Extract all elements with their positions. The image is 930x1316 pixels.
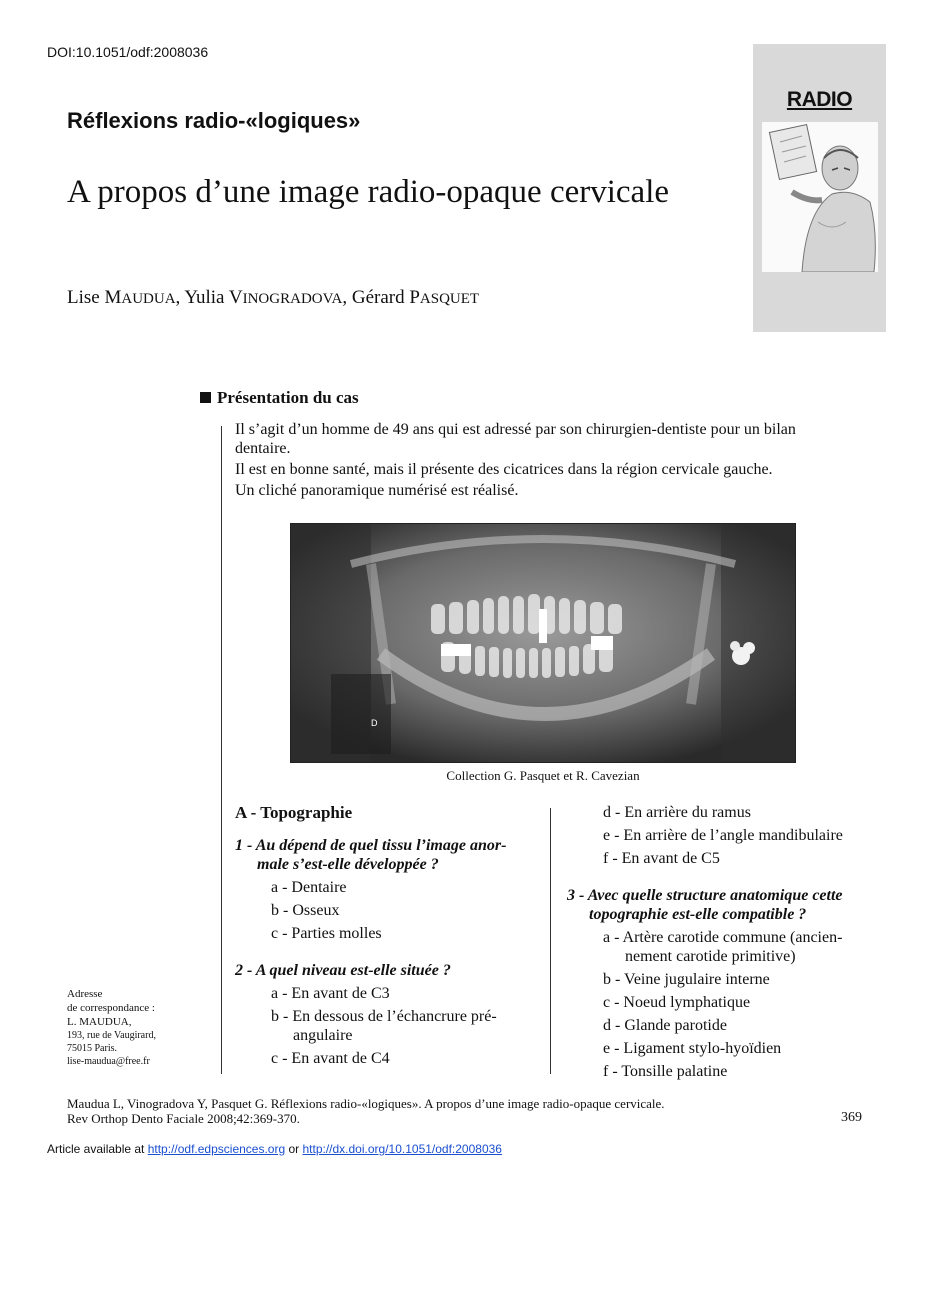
correspondence-label: Adresse <box>67 988 103 1000</box>
journal-link[interactable]: http://odf.edpsciences.org <box>147 1142 286 1156</box>
citation-line: Maudua L, Vinogradova Y, Pasquet G. Réflexions radio-«logiques». A propos d’une image radio-opaque cervicale. <box>67 1096 665 1111</box>
answer-option: a - En avant de C3 <box>271 985 390 1002</box>
question-number: 2 - <box>235 962 253 979</box>
author-last-rest: AUDUA <box>121 291 176 307</box>
case-presentation-text <box>235 420 840 502</box>
subsection-heading: A - Topographie <box>235 803 353 822</box>
rubric-heading: Réflexions radio-«logiques» <box>67 108 361 133</box>
paragraph: Il s’agit d’un homme de 49 ans qui est adressé par son chirurgien-dentiste pour un bilan dentaire. <box>235 421 796 457</box>
answer-option: b - Veine jugulaire interne <box>603 971 770 988</box>
answer-option: d - En arrière du ramus <box>603 804 751 821</box>
answer-option: e - En arrière de l’angle mandibulaire <box>603 827 843 844</box>
question-1 <box>235 836 533 874</box>
question-number: 1 - <box>235 837 253 854</box>
figure-caption: Collection G. Pasquet et R. Cavezian <box>446 768 640 783</box>
doi-text: DOI:10.1051/odf:2008036 <box>47 44 209 60</box>
square-bullet-icon <box>200 392 211 403</box>
radio-section-label: RADIO <box>786 88 853 111</box>
radiologist-illustration <box>762 122 878 272</box>
answer-option <box>235 1007 533 1045</box>
answer-option-text: nement carotide primitive) <box>625 948 796 965</box>
availability-note <box>47 1142 502 1156</box>
paragraph: Un cliché panoramique numérisé est réalisé. <box>235 482 519 499</box>
correspondence-email: lise-maudua@free.fr <box>67 1056 150 1067</box>
answer-option: f - Tonsille palatine <box>603 1063 728 1080</box>
author-last-initial: V <box>228 287 243 308</box>
question-text: Avec quelle structure anatomique cette <box>587 887 843 904</box>
question-number: 3 - <box>567 887 585 904</box>
author-first-name: Gérard <box>351 287 405 308</box>
question-2 <box>235 961 533 980</box>
column-rule <box>550 808 551 1074</box>
answer-option: a - Dentaire <box>271 879 347 896</box>
section-heading <box>200 388 359 408</box>
author-first-name: Yulia <box>184 287 225 308</box>
answer-option: c - En avant de C4 <box>271 1050 390 1067</box>
answer-option: d - Glande parotide <box>603 1017 727 1034</box>
answer-option <box>567 928 863 966</box>
article-title: A propos d’une image radio-opaque cervicale <box>67 174 670 210</box>
question-text: male s’est-elle développée ? <box>257 856 439 873</box>
doi-link[interactable]: http://dx.doi.org/10.1051/odf:2008036 <box>302 1142 502 1156</box>
availability-middle: or <box>285 1142 303 1156</box>
question-text: A quel niveau est-elle située ? <box>255 962 451 979</box>
panoramic-radiograph <box>290 523 796 763</box>
correspondence-name: L. MAUDUA, <box>67 1016 132 1028</box>
radiograph-side-marker: D <box>371 718 378 728</box>
availability-prefix: Article available at <box>47 1142 148 1156</box>
answer-option: b - Osseux <box>271 902 340 919</box>
author-list: Lise MAUDUA, Yulia VINOGRADOVA, Gérard PASQUET <box>67 287 480 308</box>
radio-section-sidebar <box>753 44 886 332</box>
correspondence-label: de correspondance : <box>67 1002 155 1014</box>
section-heading-text: Présentation du cas <box>217 388 359 407</box>
questions-column-right <box>567 803 863 1085</box>
question-text: Au dépend de quel tissu l’image anor- <box>255 837 507 854</box>
question-text: topographie est-elle compatible ? <box>589 906 807 923</box>
paragraph: Il est en bonne santé, mais il présente des cicatrices dans la région cervicale gauche. <box>235 461 773 478</box>
answer-option: c - Noeud lymphatique <box>603 994 751 1011</box>
correspondence-street: 193, rue de Vaugirard, <box>67 1030 156 1041</box>
citation <box>67 1096 665 1126</box>
author-last-rest: ASQUET <box>419 291 480 307</box>
questions-column-left <box>235 803 533 1072</box>
author-last-initial: M <box>104 287 122 308</box>
correspondence-city: 75015 Paris. <box>67 1043 117 1054</box>
margin-rule <box>221 426 222 1074</box>
author-last-initial: P <box>409 287 420 308</box>
author-first-name: Lise <box>67 287 100 308</box>
page-number: 369 <box>841 1110 862 1125</box>
correspondence-address <box>67 987 156 1068</box>
author-last-rest: INOGRADOVA <box>242 291 343 307</box>
question-3 <box>567 886 863 924</box>
answer-option-text: a - Artère carotide commune (ancien- <box>603 929 843 946</box>
answer-option-text: b - En dessous de l’échancrure pré- <box>271 1008 497 1025</box>
answer-option-text: angulaire <box>293 1027 353 1044</box>
answer-option: c - Parties molles <box>271 925 382 942</box>
citation-line: Rev Orthop Dento Faciale 2008;42:369-370. <box>67 1111 300 1126</box>
answer-option: f - En avant de C5 <box>603 850 720 867</box>
answer-option: e - Ligament stylo-hyoïdien <box>603 1040 782 1057</box>
